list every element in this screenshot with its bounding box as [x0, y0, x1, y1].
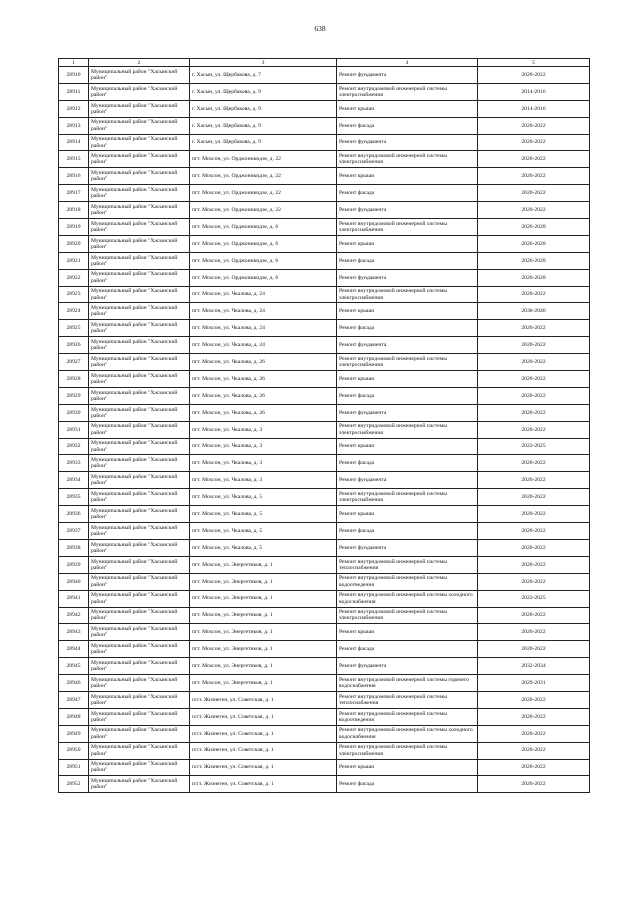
header-cell-number: 1 [59, 59, 89, 67]
cell-row-number: 28950 [59, 742, 89, 759]
cell-row-number: 28938 [59, 539, 89, 556]
cell-period: 2020-2022 [478, 472, 590, 489]
cell-work-type: Ремонт крыши [337, 506, 478, 523]
table-row [59, 202, 590, 219]
cell-address: пгт. Мохсон, ул. Энергетиков, д. 1 [190, 624, 337, 641]
cell-row-number: 28921 [59, 252, 89, 269]
cell-address: пгт. Мохсон, ул. Энергетиков, д. 1 [190, 641, 337, 658]
cell-period: 2020-2022 [478, 371, 590, 388]
cell-period: 2020-2022 [478, 337, 590, 354]
cell-work-type: Ремонт крыши [337, 438, 478, 455]
cell-municipality: Муниципальный район "Хасынский район" [89, 83, 190, 100]
cell-work-type: Ремонт внутридомовой инженерной системы холодного водоснабжения [337, 590, 478, 607]
table-row [59, 134, 590, 151]
cell-address: пгт. Мохсон, ул. Чкалова, д. 24 [190, 337, 337, 354]
cell-municipality: Муниципальный район "Хасынский район" [89, 67, 190, 84]
table-row [59, 371, 590, 388]
cell-period: 2020-2022 [478, 117, 590, 134]
table-row [59, 573, 590, 590]
cell-municipality: Муниципальный район "Хасынский район" [89, 675, 190, 692]
cell-period: 2029-2031 [478, 675, 590, 692]
cell-municipality: Муниципальный район "Хасынский район" [89, 708, 190, 725]
cell-municipality: Муниципальный район "Хасынский район" [89, 421, 190, 438]
cell-municipality: Муниципальный район "Хасынский район" [89, 371, 190, 388]
cell-address: пгт. Мохсон, ул. Чкалова, д. 24 [190, 320, 337, 337]
cell-row-number: 28929 [59, 387, 89, 404]
cell-municipality: Муниципальный район "Хасынский район" [89, 337, 190, 354]
cell-address: г. Хасын, ул. Щербакова, д. 7 [190, 67, 337, 84]
cell-address: г. Хасын, ул. Щербакова, д. 9 [190, 134, 337, 151]
cell-address: пгт. Мохсон, ул. Чкалова, д. 3 [190, 438, 337, 455]
cell-municipality: Муниципальный район "Хасынский район" [89, 506, 190, 523]
cell-period: 2020-2022 [478, 607, 590, 624]
cell-municipality: Муниципальный район "Хасынский район" [89, 641, 190, 658]
cell-address: пгт. Мохсон, ул. Чкалова, д. 26 [190, 371, 337, 388]
cell-period: 2020-2022 [478, 573, 590, 590]
cell-row-number: 28934 [59, 472, 89, 489]
cell-work-type: Ремонт крыши [337, 235, 478, 252]
cell-work-type: Ремонт внутридомовой инженерной системы горячего водоснабжения [337, 675, 478, 692]
cell-municipality: Муниципальный район "Хасынский район" [89, 320, 190, 337]
cell-period: 2026-2028 [478, 219, 590, 236]
cell-municipality: Муниципальный район "Хасынский район" [89, 235, 190, 252]
cell-municipality: Муниципальный район "Хасынский район" [89, 742, 190, 759]
cell-work-type: Ремонт внутридомовой инженерной системы водоотведения [337, 573, 478, 590]
table-row [59, 168, 590, 185]
cell-row-number: 28941 [59, 590, 89, 607]
cell-period: 2020-2022 [478, 455, 590, 472]
cell-address: пгт. Мохсон, ул. Чкалова, д. 24 [190, 303, 337, 320]
table-row [59, 624, 590, 641]
cell-municipality: Муниципальный район "Хасынский район" [89, 658, 190, 675]
cell-work-type: Ремонт фасада [337, 117, 478, 134]
cell-address: г. Хасын, ул. Щербакова, д. 9 [190, 117, 337, 134]
cell-municipality: Муниципальный район "Хасынский район" [89, 100, 190, 117]
cell-work-type: Ремонт внутридомовой инженерной системы электроснабжения [337, 607, 478, 624]
cell-address: пгт. Мохсон, ул. Энергетиков, д. 1 [190, 675, 337, 692]
cell-address: пгт. Мохсон, ул. Чкалова, д. 3 [190, 455, 337, 472]
table-row [59, 235, 590, 252]
cell-address: п/ст. Жизнеген, ул. Советская, д. 1 [190, 725, 337, 742]
cell-address: пгт. Мохсон, ул. Энергетиков, д. 1 [190, 658, 337, 675]
cell-municipality: Муниципальный район "Хасынский район" [89, 438, 190, 455]
cell-work-type: Ремонт внутридомовой инженерной системы водоотведения [337, 708, 478, 725]
cell-period: 2020-2022 [478, 168, 590, 185]
cell-row-number: 28922 [59, 269, 89, 286]
cell-period: 2020-2022 [478, 624, 590, 641]
cell-work-type: Ремонт фундамента [337, 658, 478, 675]
cell-municipality: Муниципальный район "Хасынский район" [89, 455, 190, 472]
cell-row-number: 28925 [59, 320, 89, 337]
cell-row-number: 28937 [59, 523, 89, 540]
cell-work-type: Ремонт внутридомовой инженерной системы теплоснабжения [337, 556, 478, 573]
cell-municipality: Муниципальный район "Хасынский район" [89, 539, 190, 556]
cell-row-number: 28943 [59, 624, 89, 641]
cell-period: 2020-2022 [478, 354, 590, 371]
cell-period: 2026-2028 [478, 252, 590, 269]
cell-work-type: Ремонт внутридомовой инженерной системы электроснабжения [337, 151, 478, 168]
table-row [59, 776, 590, 793]
cell-municipality: Муниципальный район "Хасынский район" [89, 134, 190, 151]
cell-row-number: 28916 [59, 168, 89, 185]
cell-row-number: 28946 [59, 675, 89, 692]
cell-work-type: Ремонт крыши [337, 303, 478, 320]
cell-address: п/ст. Жизнеген, ул. Советская, д. 1 [190, 776, 337, 793]
table-row [59, 438, 590, 455]
cell-municipality: Муниципальный район "Хасынский район" [89, 489, 190, 506]
cell-row-number: 28951 [59, 759, 89, 776]
cell-work-type: Ремонт фундамента [337, 134, 478, 151]
table-row [59, 742, 590, 759]
cell-municipality: Муниципальный район "Хасынский район" [89, 286, 190, 303]
cell-work-type: Ремонт фасада [337, 252, 478, 269]
cell-row-number: 28944 [59, 641, 89, 658]
cell-work-type: Ремонт внутридомовой инженерной системы электроснабжения [337, 83, 478, 100]
cell-period: 2020-2022 [478, 134, 590, 151]
page-number: 638 [314, 24, 326, 33]
cell-row-number: 28936 [59, 506, 89, 523]
header-cell-period: 5 [478, 59, 590, 67]
cell-work-type: Ремонт фасада [337, 523, 478, 540]
cell-address: пгт. Мохсон, ул. Орджоникидзе, д. 22 [190, 202, 337, 219]
table-row [59, 759, 590, 776]
cell-address: пгт. Мохсон, ул. Чкалова, д. 3 [190, 472, 337, 489]
table-row [59, 269, 590, 286]
cell-period: 2023-2025 [478, 438, 590, 455]
cell-period: 2020-2022 [478, 691, 590, 708]
cell-row-number: 28940 [59, 573, 89, 590]
table-row [59, 675, 590, 692]
cell-row-number: 28915 [59, 151, 89, 168]
cell-address: пгт. Мохсон, ул. Орджоникидзе, д. 6 [190, 235, 337, 252]
cell-municipality: Муниципальный район "Хасынский район" [89, 624, 190, 641]
cell-municipality: Муниципальный район "Хасынский район" [89, 556, 190, 573]
table-row [59, 691, 590, 708]
table-row [59, 708, 590, 725]
cell-address: пгт. Мохсон, ул. Чкалова, д. 5 [190, 523, 337, 540]
cell-period: 2014-2016 [478, 100, 590, 117]
header-cell-municipality: 2 [89, 59, 190, 67]
cell-work-type: Ремонт фасада [337, 387, 478, 404]
cell-address: пгт. Мохсон, ул. Чкалова, д. 5 [190, 539, 337, 556]
cell-period: 2026-2028 [478, 269, 590, 286]
cell-row-number: 28945 [59, 658, 89, 675]
cell-address: п/ст. Жизнеген, ул. Советская, д. 1 [190, 708, 337, 725]
table-row [59, 489, 590, 506]
cell-municipality: Муниципальный район "Хасынский район" [89, 725, 190, 742]
cell-row-number: 28913 [59, 117, 89, 134]
cell-work-type: Ремонт фасада [337, 320, 478, 337]
cell-row-number: 28911 [59, 83, 89, 100]
table-row [59, 590, 590, 607]
cell-row-number: 28924 [59, 303, 89, 320]
cell-period: 2020-2022 [478, 320, 590, 337]
cell-address: пгт. Мохсон, ул. Орджоникидзе, д. 6 [190, 219, 337, 236]
table-body [59, 67, 590, 793]
cell-municipality: Муниципальный район "Хасынский район" [89, 759, 190, 776]
cell-work-type: Ремонт фасада [337, 776, 478, 793]
cell-period: 2020-2022 [478, 404, 590, 421]
table-row [59, 506, 590, 523]
table-row [59, 556, 590, 573]
cell-address: пгт. Мохсон, ул. Орджоникидзе, д. 22 [190, 185, 337, 202]
table-row [59, 421, 590, 438]
cell-address: пгт. Мохсон, ул. Энергетиков, д. 1 [190, 607, 337, 624]
cell-row-number: 28932 [59, 438, 89, 455]
cell-row-number: 28939 [59, 556, 89, 573]
cell-municipality: Муниципальный район "Хасынский район" [89, 387, 190, 404]
cell-work-type: Ремонт фундамента [337, 337, 478, 354]
cell-period: 2020-2022 [478, 185, 590, 202]
table-row [59, 539, 590, 556]
table-row [59, 67, 590, 84]
cell-municipality: Муниципальный район "Хасынский район" [89, 252, 190, 269]
cell-work-type: Ремонт крыши [337, 371, 478, 388]
table-row [59, 219, 590, 236]
cell-address: пгт. Мохсон, ул. Энергетиков, д. 1 [190, 590, 337, 607]
cell-row-number: 28923 [59, 286, 89, 303]
header-cell-work-type: 4 [337, 59, 478, 67]
table-row [59, 83, 590, 100]
cell-municipality: Муниципальный район "Хасынский район" [89, 472, 190, 489]
cell-work-type: Ремонт внутридомовой инженерной системы электроснабжения [337, 421, 478, 438]
cell-period: 2020-2022 [478, 759, 590, 776]
cell-period: 2020-2022 [478, 286, 590, 303]
cell-work-type: Ремонт внутридомовой инженерной системы электроснабжения [337, 742, 478, 759]
cell-period: 2020-2022 [478, 151, 590, 168]
cell-address: пгт. Мохсон, ул. Чкалова, д. 5 [190, 506, 337, 523]
cell-address: г. Хасын, ул. Щербакова, д. 9 [190, 100, 337, 117]
cell-row-number: 28942 [59, 607, 89, 624]
table-row [59, 523, 590, 540]
cell-row-number: 28931 [59, 421, 89, 438]
cell-work-type: Ремонт фундамента [337, 67, 478, 84]
table-row [59, 337, 590, 354]
cell-address: пгт. Мохсон, ул. Чкалова, д. 3 [190, 421, 337, 438]
cell-work-type: Ремонт фасада [337, 455, 478, 472]
cell-period: 2038-2040 [478, 303, 590, 320]
cell-period: 2020-2022 [478, 641, 590, 658]
cell-municipality: Муниципальный район "Хасынский район" [89, 185, 190, 202]
cell-work-type: Ремонт крыши [337, 759, 478, 776]
cell-period: 2023-2025 [478, 590, 590, 607]
table-row [59, 320, 590, 337]
cell-work-type: Ремонт внутридомовой инженерной системы холодного водоснабжения [337, 725, 478, 742]
repair-schedule-table [58, 58, 590, 793]
cell-address: пгт. Мохсон, ул. Чкалова, д. 26 [190, 354, 337, 371]
cell-work-type: Ремонт фасада [337, 185, 478, 202]
cell-municipality: Муниципальный район "Хасынский район" [89, 354, 190, 371]
cell-row-number: 28920 [59, 235, 89, 252]
table-row [59, 472, 590, 489]
cell-row-number: 28952 [59, 776, 89, 793]
cell-municipality: Муниципальный район "Хасынский район" [89, 590, 190, 607]
cell-row-number: 28930 [59, 404, 89, 421]
table-row [59, 404, 590, 421]
cell-address: пгт. Мохсон, ул. Орджоникидзе, д. 22 [190, 151, 337, 168]
cell-work-type: Ремонт фундамента [337, 269, 478, 286]
cell-work-type: Ремонт фундамента [337, 472, 478, 489]
cell-municipality: Муниципальный район "Хасынский район" [89, 269, 190, 286]
table-row [59, 607, 590, 624]
cell-work-type: Ремонт фундамента [337, 404, 478, 421]
cell-address: п/ст. Жизнеген, ул. Советская, д. 1 [190, 691, 337, 708]
cell-municipality: Муниципальный район "Хасынский район" [89, 607, 190, 624]
cell-row-number: 28919 [59, 219, 89, 236]
cell-period: 2020-2022 [478, 202, 590, 219]
cell-row-number: 28917 [59, 185, 89, 202]
cell-period: 2020-2022 [478, 523, 590, 540]
cell-row-number: 28935 [59, 489, 89, 506]
cell-period: 2020-2022 [478, 539, 590, 556]
table-row [59, 658, 590, 675]
cell-municipality: Муниципальный район "Хасынский район" [89, 573, 190, 590]
header-cell-address: 3 [190, 59, 337, 67]
cell-row-number: 28926 [59, 337, 89, 354]
cell-period: 2032-2034 [478, 658, 590, 675]
table-row [59, 455, 590, 472]
cell-work-type: Ремонт внутридомовой инженерной системы электроснабжения [337, 489, 478, 506]
cell-row-number: 28912 [59, 100, 89, 117]
table-header-row [59, 59, 590, 67]
cell-period: 2020-2022 [478, 67, 590, 84]
cell-municipality: Муниципальный район "Хасынский район" [89, 404, 190, 421]
table-row [59, 303, 590, 320]
cell-period: 2020-2022 [478, 776, 590, 793]
cell-row-number: 28948 [59, 708, 89, 725]
cell-period: 2020-2022 [478, 725, 590, 742]
cell-period: 2020-2022 [478, 506, 590, 523]
cell-work-type: Ремонт крыши [337, 100, 478, 117]
cell-period: 2020-2022 [478, 421, 590, 438]
cell-municipality: Муниципальный район "Хасынский район" [89, 168, 190, 185]
cell-municipality: Муниципальный район "Хасынский район" [89, 219, 190, 236]
cell-address: пгт. Мохсон, ул. Орджоникидзе, д. 6 [190, 269, 337, 286]
cell-address: пгт. Мохсон, ул. Орджоникидзе, д. 22 [190, 168, 337, 185]
cell-work-type: Ремонт фундамента [337, 539, 478, 556]
cell-municipality: Муниципальный район "Хасынский район" [89, 202, 190, 219]
cell-address: пгт. Мохсон, ул. Энергетиков, д. 1 [190, 573, 337, 590]
table-row [59, 151, 590, 168]
cell-address: п/ст. Жизнеген, ул. Советская, д. 1 [190, 742, 337, 759]
table-row [59, 117, 590, 134]
cell-municipality: Муниципальный район "Хасынский район" [89, 303, 190, 320]
cell-row-number: 28949 [59, 725, 89, 742]
cell-period: 2020-2022 [478, 489, 590, 506]
cell-municipality: Муниципальный район "Хасынский район" [89, 523, 190, 540]
cell-work-type: Ремонт внутридомовой инженерной системы электроснабжения [337, 354, 478, 371]
table-row [59, 100, 590, 117]
table-row [59, 185, 590, 202]
cell-work-type: Ремонт внутридомовой инженерной системы теплоснабжения [337, 691, 478, 708]
table-row [59, 641, 590, 658]
cell-row-number: 28933 [59, 455, 89, 472]
cell-address: г. Хасын, ул. Щербакова, д. 9 [190, 83, 337, 100]
cell-work-type: Ремонт внутридомовой инженерной системы электроснабжения [337, 219, 478, 236]
cell-address: пгт. Мохсон, ул. Орджоникидзе, д. 6 [190, 252, 337, 269]
table-row [59, 252, 590, 269]
cell-municipality: Муниципальный район "Хасынский район" [89, 117, 190, 134]
cell-work-type: Ремонт фасада [337, 641, 478, 658]
cell-work-type: Ремонт внутридомовой инженерной системы электроснабжения [337, 286, 478, 303]
cell-work-type: Ремонт крыши [337, 168, 478, 185]
table-row [59, 354, 590, 371]
cell-period: 2020-2022 [478, 556, 590, 573]
cell-address: пгт. Мохсон, ул. Чкалова, д. 26 [190, 387, 337, 404]
cell-row-number: 28947 [59, 691, 89, 708]
cell-period: 2020-2022 [478, 387, 590, 404]
cell-address: пгт. Мохсон, ул. Чкалова, д. 26 [190, 404, 337, 421]
cell-address: пгт. Мохсон, ул. Чкалова, д. 24 [190, 286, 337, 303]
table-row [59, 725, 590, 742]
cell-address: пгт. Мохсон, ул. Энергетиков, д. 1 [190, 556, 337, 573]
cell-row-number: 28927 [59, 354, 89, 371]
cell-row-number: 28914 [59, 134, 89, 151]
cell-period: 2026-2028 [478, 235, 590, 252]
cell-row-number: 28918 [59, 202, 89, 219]
cell-period: 2020-2022 [478, 708, 590, 725]
cell-row-number: 28928 [59, 371, 89, 388]
table-row [59, 286, 590, 303]
cell-municipality: Муниципальный район "Хасынский район" [89, 151, 190, 168]
cell-period: 2014-2016 [478, 83, 590, 100]
cell-municipality: Муниципальный район "Хасынский район" [89, 776, 190, 793]
cell-period: 2020-2022 [478, 742, 590, 759]
cell-address: п/ст. Жизнеген, ул. Советская, д. 1 [190, 759, 337, 776]
cell-municipality: Муниципальный район "Хасынский район" [89, 691, 190, 708]
table-row [59, 387, 590, 404]
cell-row-number: 28910 [59, 67, 89, 84]
cell-work-type: Ремонт крыши [337, 624, 478, 641]
cell-address: пгт. Мохсон, ул. Чкалова, д. 5 [190, 489, 337, 506]
cell-work-type: Ремонт фундамента [337, 202, 478, 219]
